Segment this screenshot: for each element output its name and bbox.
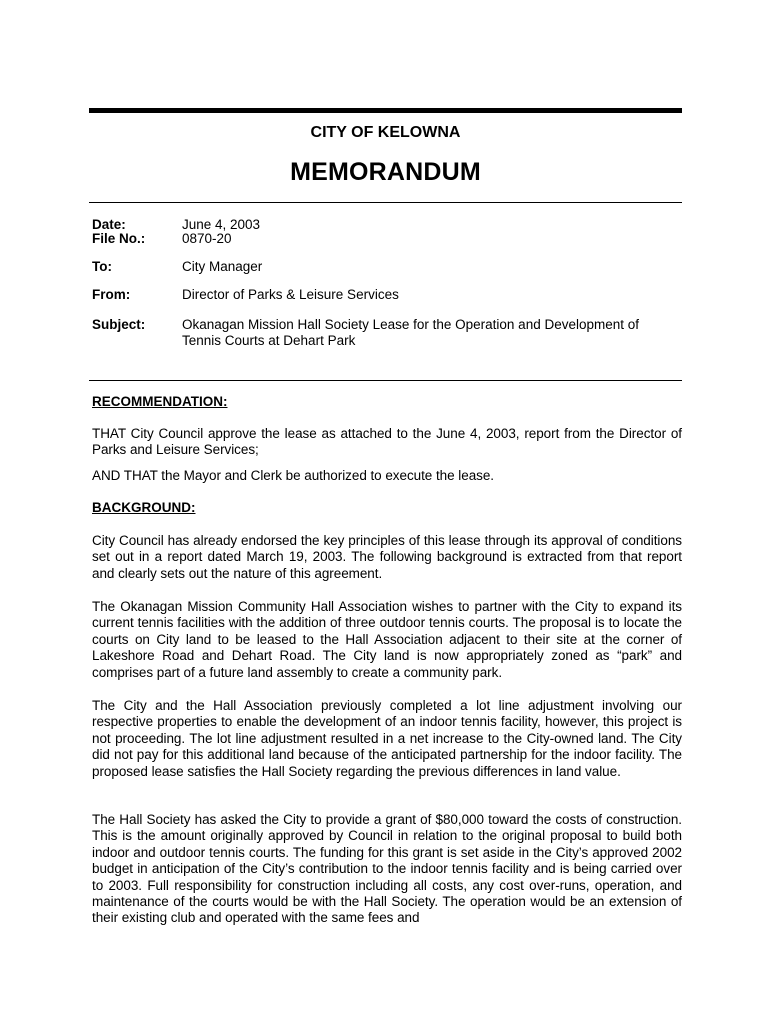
to-value: City Manager xyxy=(182,259,263,274)
background-paragraph: The Okanagan Mission Community Hall Association wishes to partner with the City to expand its current tennis facilities with the addition of three outdoor tennis courts. The proposal is to locate the courts on City land to be leased to the Hall Association adjacent to their site at the corner of Lakeshore Road and Dehart Road. The City land is now appropriately zoned as “park” and comprises part of a future land assembly to create a community park. xyxy=(92,599,682,680)
background-paragraph: The Hall Society has asked the City to provide a grant of $80,000 toward the costs of construction. This is the amount originally approved by Council in relation to the original proposal to build both indoor and outdoor tennis courts. The funding for this grant is set aside in the City’s approved 2002 budget in anticipation of the City’s contribution to the indoor tennis facility and is being carried over to 2003. Full responsibility for construction including all costs, any cost over-runs, operation, and maintenance of the courts would be with the Hall Society. The operation would be an extension of their existing club and operated with the same fees and xyxy=(92,812,682,926)
recommendation-heading: RECOMMENDATION: xyxy=(92,394,228,409)
from-value: Director of Parks & Leisure Services xyxy=(182,287,399,302)
from-label: From: xyxy=(92,287,131,302)
fields-divider xyxy=(89,380,682,381)
organization-name: CITY OF KELOWNA xyxy=(310,124,461,141)
date-value: June 4, 2003 xyxy=(182,217,261,232)
subject-label: Subject: xyxy=(92,317,146,332)
subject-value: Okanagan Mission Hall Society Lease for the Operation and Development of Tennis Courts at Dehart Park xyxy=(182,317,640,348)
top-thick-rule xyxy=(89,108,682,113)
recommendation-paragraph: THAT City Council approve the lease as attached to the June 4, 2003, report from the Director of Parks and Leisure Services; xyxy=(92,426,682,458)
background-paragraph: The City and the Hall Association previously completed a lot line adjustment involving our respective properties to enable the development of an indoor tennis facility, however, this project is not proceeding. The lot line adjustment resulted in a net increase to the City-owned land. The City did not pay for this additional land because of the anticipated partnership for the indoor facility. The proposed lease satisfies the Hall Society regarding the previous differences in land value. xyxy=(92,698,682,779)
background-paragraph: City Council has already endorsed the key principles of this lease through its approval of conditions set out in a report dated March 19, 2003. The following background is extracted from that report and clearly sets out the nature of this agreement. xyxy=(92,533,682,581)
to-label: To: xyxy=(92,259,112,274)
recommendation-paragraph: AND THAT the Mayor and Clerk be authorized to execute the lease. xyxy=(92,468,495,483)
file-number-label: File No.: xyxy=(92,231,146,246)
header-divider xyxy=(89,202,682,203)
file-number-value: 0870-20 xyxy=(182,231,232,246)
background-heading: BACKGROUND: xyxy=(92,500,196,515)
date-label: Date: xyxy=(92,217,126,232)
memo-title: MEMORANDUM xyxy=(290,158,481,186)
